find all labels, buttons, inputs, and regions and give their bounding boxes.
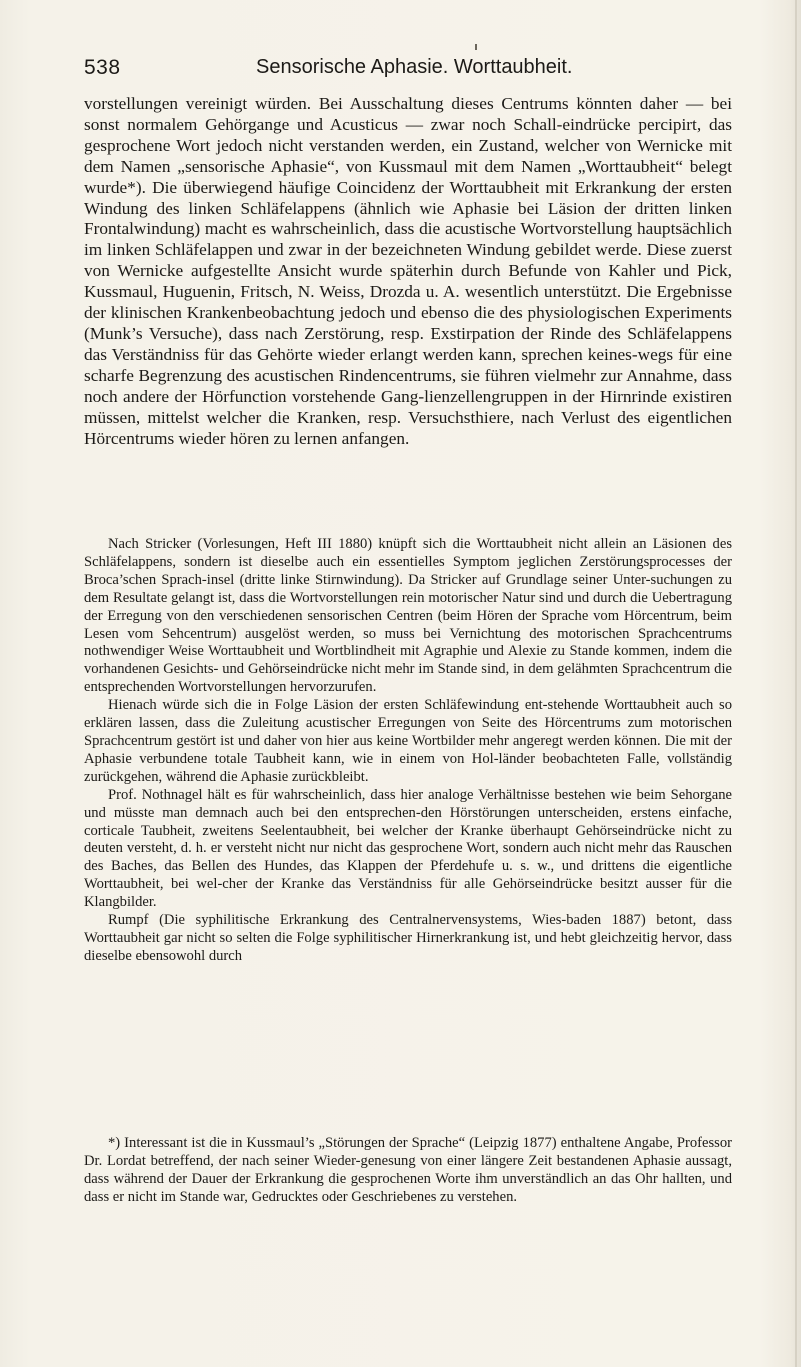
page-edge bbox=[795, 0, 797, 1367]
small-print-section bbox=[84, 536, 732, 966]
page-header bbox=[84, 44, 724, 84]
paragraph-nothnagel: Prof. Nothnagel hält es für wahrscheinlich, dass hier analoge Verhältnisse bestehen wie beim Sehorgane und müsste man demnach auch bei den entsprechen-den Hörstörungen unterscheiden, erstens einfache, corticale Taubheit, zweitens Seelentaubheit, bei welcher der Kranke überhaupt Gehörseindrücke nicht zu deuten versteht, d. h. er versteht nicht nur nicht das gesprochene Wort, sondern auch nicht mehr das Rauschen des Baches, das Bellen des Hundes, das Klappen der Pferdehufe u. s. w., und drittens die eigentliche Worttaubheit, bei wel-cher der Kranke das Verständniss für alle Gehörseindrücke besitzt ausser für die Klangbilder. bbox=[84, 786, 732, 911]
footnote-text: *) Interessant ist die in Kussmaul’s „Störungen der Sprache“ (Leipzig 1877) enthaltene Angabe, Professor Dr. Lordat betreffend, der nach seiner Wieder-genesung von einer längere Zeit bestandenen Aphasie aussagt, dass während der Dauer der Erkrankung die gesprochenen Worte ihm unverständlich an das Ohr hallten, und dass er nicht im Stande war, Gedrucktes oder Geschriebenes zu verstehen. bbox=[84, 1135, 732, 1205]
main-paragraph-text: vorstellungen vereinigt würden. Bei Ausschaltung dieses Centrums könnten daher — bei sonst normalem Gehörgange und Acusticus — zwar noch Schall-eindrücke percipirt, das gesprochene Wort jedoch nicht verstanden werden, ein Zustand, welcher von Wernicke mit dem Namen „sensorische Aphasie“, von Kussmaul mit dem Namen „Worttaubheit“ belegt wurde*). Die überwiegend häufige Coincidenz der Worttaubheit mit Erkrankung der ersten Windung des linken Schläfelappens (ähnlich wie Aphasie bei Läsion der dritten linken Frontalwindung) macht es wahrscheinlich, dass die acustische Wortvorstellung hauptsächlich im linken Schläfelappen und zwar in der bezeichneten Windung gebildet werde. Diese zuerst von Wernicke aufgestellte Ansicht wurde späterhin durch Befunde von Kahler und Pick, Kussmaul, Huguenin, Fritsch, N. Weiss, Drozda u. A. wesentlich unterstützt. Die Ergebnisse der klinischen Krankenbeobachtung jedoch und ebenso die des physiologischen Experiments (Munk’s Versuche), dass nach Zerstörung, resp. Exstirpation der Rinde des Schläfelappens das Verständniss für das Gehörte wieder erlangt werden kann, sprechen keines-wegs für eine scharfe Begrenzung des acustischen Rindencentrums, sie führen vielmehr zur Annahme, dass noch andere der Hörfunction vorstehende Gang-lienzellengruppen in der Hirnrinde existiren müssen, mittelst welcher die Kranken, resp. Versuchsthiere, nach Verlust des eigentlichen Hörcentrums wieder hören zu lernen anfangen. bbox=[84, 94, 732, 448]
footnote bbox=[84, 1135, 732, 1207]
printer-mark bbox=[475, 44, 477, 50]
paragraph-hienach: Hienach würde sich die in Folge Läsion der ersten Schläfewindung ent-stehende Worttaubheit auch so erklären lassen, dass die Zuleitung acustischer Erregungen von Seite des Hörcentrums zum motorischen Sprachcentrum gestört ist und daher von hier aus keine Wortbilder mehr angeregt werden können. Die mit der Aphasie verbundene totale Taubheit kann, wie in einem von Hol-länder beobachteten Falle, vollständig zurückgehen, während die Aphasie zurückbleibt. bbox=[84, 697, 732, 785]
paragraph-stricker: Nach Stricker (Vorlesungen, Heft III 1880) knüpft sich die Worttaubheit nicht allein an Läsionen des Schläfelappens, sondern ist dieselbe auch ein essentielles Symptom jeglichen Zerstörungsprocesses der Broca’schen Sprach-insel (dritte linke Stirnwindung). Da Stricker auf Grundlage seiner Unter-suchungen zu dem Resultate gelangt ist, dass die Wortvorstellungen rein motorischer Natur sind und durch die Uebertragung der Erregung von den verschiedenen sensorischen Centren (beim Hören der Sprache vom Hörcentrum, beim Lesen vom Sehcentrum) ausgelöst werden, so muss bei Vernichtung des motorischen Sprachcentrums nothwendiger Weise Worttaubheit und Wortblindheit mit Agraphie und Alexie zu Stande kommen, indem die vorhandenen Gesichts- und Gehörseindrücke nicht mehr im Stande sind, in dem gelähmten Sprachcentrum die entsprechenden Wortvorstellungen hervorzurufen. bbox=[84, 536, 732, 696]
main-paragraph bbox=[84, 94, 732, 449]
running-title: Sensorische Aphasie. Worttaubheit. bbox=[256, 56, 573, 78]
paragraph-rumpf: Rumpf (Die syphilitische Erkrankung des Centralnervensystems, Wies-baden 1887) betont, dass Worttaubheit gar nicht so selten die Folge syphilitischer Hirnerkrankung ist, und hebt gleichzeitig hervor, dass dieselbe ebensowohl durch bbox=[84, 912, 732, 964]
page-number: 538 bbox=[84, 56, 121, 79]
